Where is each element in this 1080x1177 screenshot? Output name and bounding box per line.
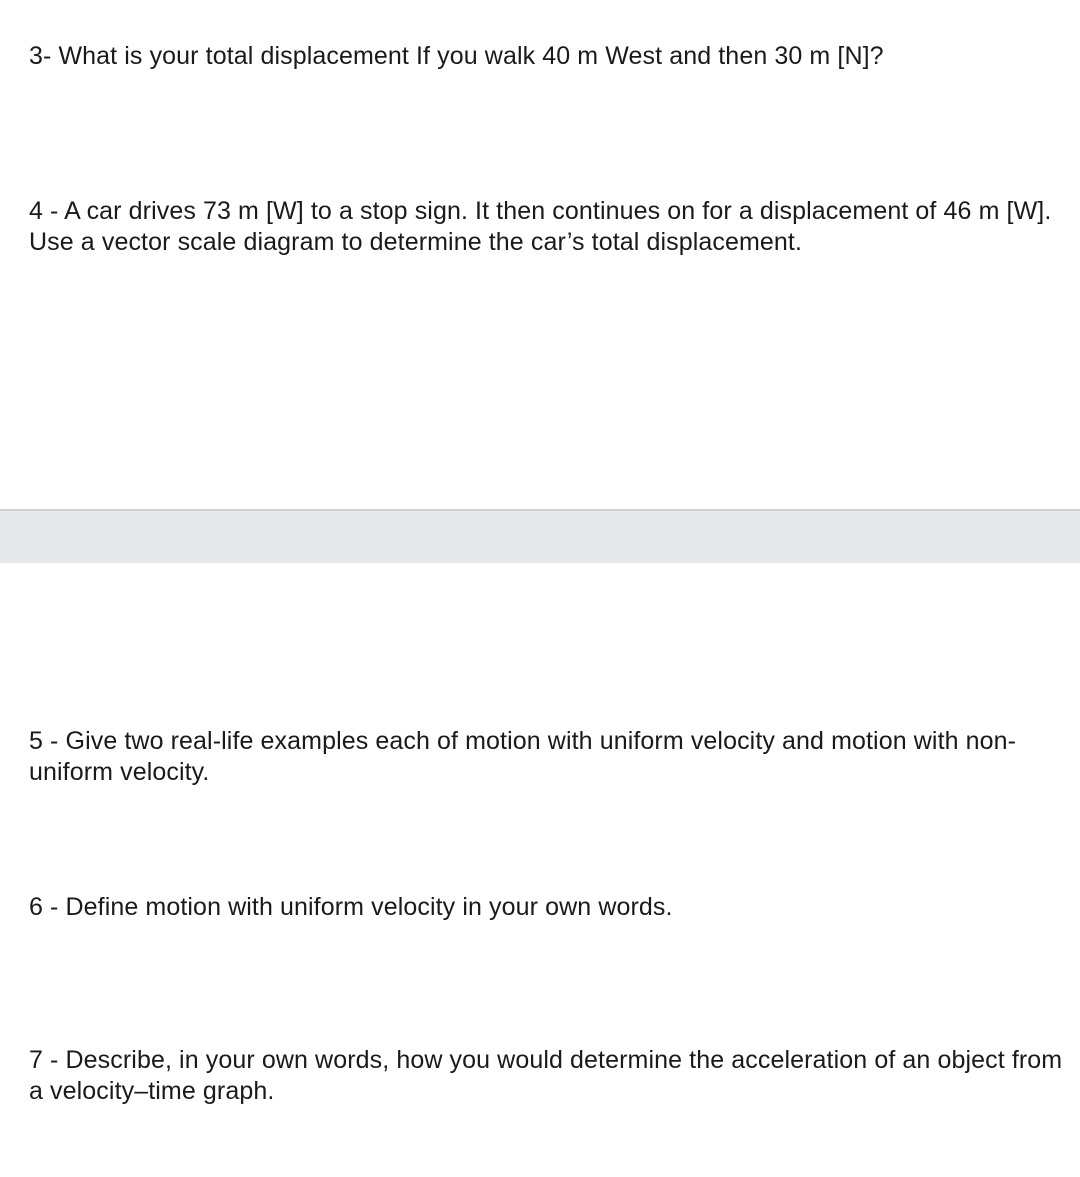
- page-break-divider: [0, 509, 1080, 563]
- question-5: 5 - Give two real-life examples each of motion with uniform velocity and motion with non-uniform velocity.: [29, 727, 1017, 786]
- question-3: 3- What is your total displacement If you walk 40 m West and then 30 m [N]?: [29, 42, 884, 70]
- question-7: 7 - Describe, in your own words, how you would determine the acceleration of an object from a velocity–time graph.: [29, 1046, 1063, 1105]
- question-4: 4 - A car drives 73 m [W] to a stop sign. It then continues on for a displacement of 46 m [W]. Use a vector scale diagram to determine the car’s total displacement.: [29, 197, 1052, 256]
- question-6: 6 - Define motion with uniform velocity in your own words.: [29, 893, 673, 921]
